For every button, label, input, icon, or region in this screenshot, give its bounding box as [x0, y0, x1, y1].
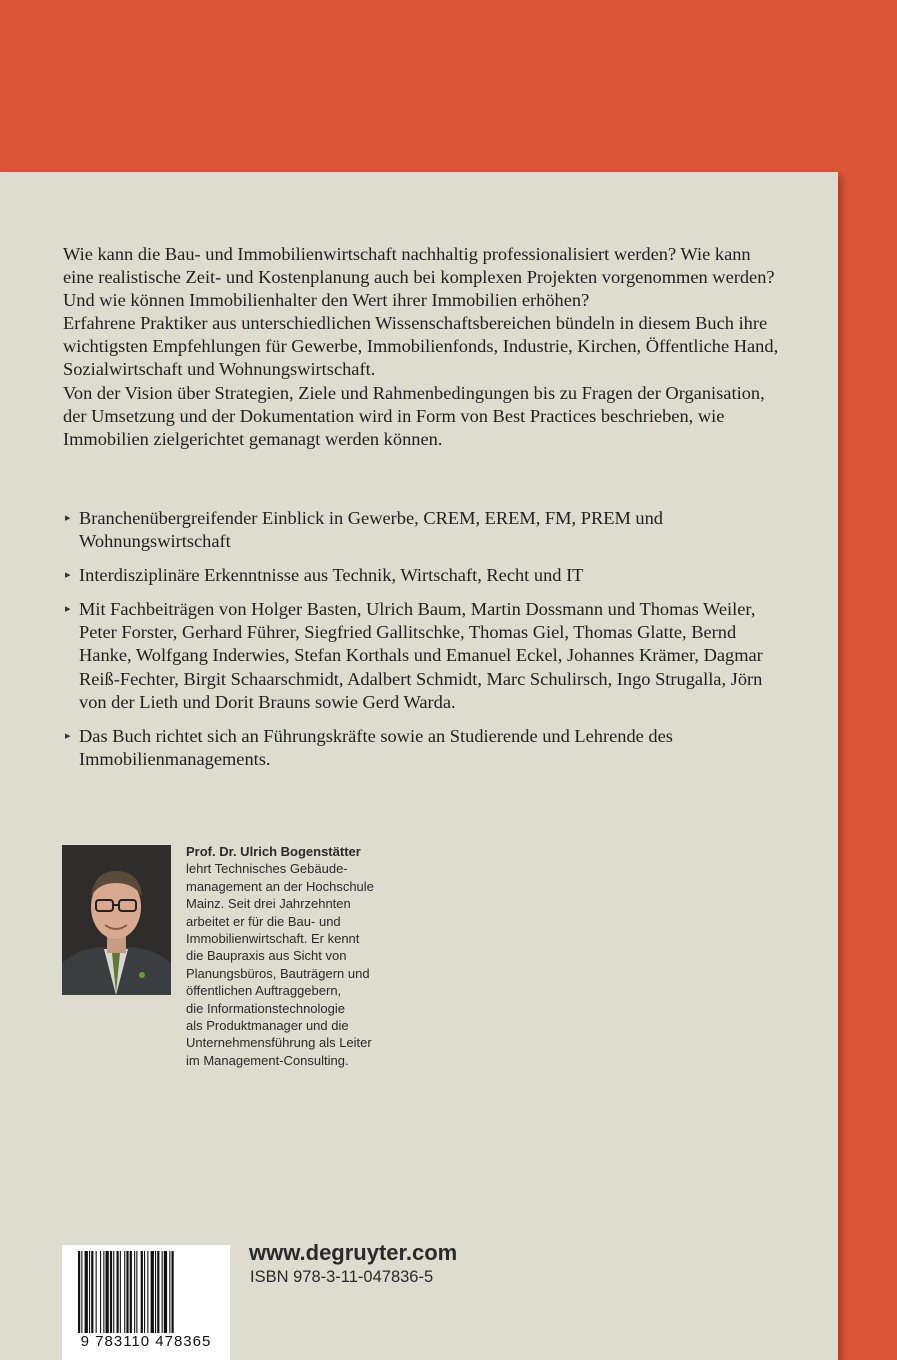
bio-line: management an der Hochschule — [186, 878, 374, 894]
intro-text — [63, 243, 783, 451]
triangle-bullet-icon: ▸ — [65, 512, 71, 524]
intro-paragraph: Wie kann die Bau- und Immobilienwirtschaft nachhaltig professionalisiert werden? Wie kann eine realistische Zeit- und Kostenplanung auch bei komplexen Projekten vorgenommen werden? Und wie können Immobilienhalter den Wert ihrer Immobilien erhöhen? — [63, 244, 775, 311]
bio-line: lehrt Technisches Gebäude- — [186, 861, 348, 877]
author-bio — [186, 843, 416, 1069]
list-item-text: Das Buch richtet sich an Führungskräfte sowie an Studierende und Lehrende des Immobilienmanagements. — [79, 725, 673, 769]
bio-line: Mainz. Seit drei Jahrzehnten — [186, 896, 351, 912]
feature-list — [63, 507, 783, 782]
list-item — [63, 564, 783, 587]
intro-paragraph: Von der Vision über Strategien, Ziele und Rahmenbedingungen bis zu Fragen der Organisation, der Umsetzung und der Dokumentation wird in Form von Best Practices beschrieben, wie Immobilien zielgerichtet gemanagt werden können. — [63, 382, 765, 449]
isbn-text: ISBN 978-3-11-047836-5 — [250, 1268, 434, 1286]
list-item — [63, 725, 783, 771]
author-photo — [62, 845, 171, 995]
barcode-number: 9 783110 478365 — [80, 1333, 212, 1350]
isbn-barcode — [62, 1245, 230, 1360]
barcode-bars — [78, 1251, 214, 1335]
list-item — [63, 598, 783, 713]
bio-line: öffentlichen Auftraggebern, — [186, 983, 342, 999]
bio-line: Planungsbüros, Bauträgern und — [186, 965, 370, 981]
list-item — [63, 507, 783, 553]
intro-paragraph: Erfahrene Praktiker aus unterschiedlichen Wissenschaftsbereichen bündeln in diesem Buch ihre wichtigsten Empfehlungen für Gewerbe, Immobilienfonds, Industrie, Kirchen, Öffentliche Hand, Sozialwirtschaft und Wohnungswirtschaft. — [63, 313, 779, 380]
publisher-website: www.degruyter.com — [249, 1240, 458, 1265]
bio-line: Unternehmensführung als Leiter — [186, 1035, 372, 1051]
triangle-bullet-icon: ▸ — [65, 569, 71, 582]
bio-line: arbeitet er für die Bau- und — [186, 913, 341, 929]
bio-line: im Management-Consulting. — [186, 1052, 349, 1068]
list-item-text: Interdisziplinäre Erkenntnisse aus Technik, Wirtschaft, Recht und IT — [79, 565, 584, 586]
list-item-text: Branchenübergreifender Einblick in Gewerbe, CREM, EREM, FM, PREM und Wohnungswirtschaft — [79, 508, 663, 552]
bio-line: die Baupraxis aus Sicht von — [186, 948, 347, 964]
list-item-text: Mit Fachbeiträgen von Holger Basten, Ulrich Baum, Martin Dossmann und Thomas Weiler, Peter Forster, Gerhard Führer, Siegfried Gallitschke, Thomas Giel, Thomas Glatte, Bernd Hanke, Wolfgang Inderwies, Stefan Korthals und Emanuel Eckel, Johannes Krämer, Dagmar Reiß-Fechter, Birgit Schaarschmidt, Adalbert Schmidt, Marc Schulirsch, Ingo Strugalla, Jörn von der Lieth und Dorit Brauns sowie Gerd Warda. — [79, 599, 763, 712]
author-name: Prof. Dr. Ulrich Bogenstätter — [186, 844, 361, 859]
bio-line: die Informationstechnologie — [186, 1000, 345, 1016]
triangle-bullet-icon: ▸ — [65, 603, 71, 616]
bio-line: Immobilienwirtschaft. Er kennt — [186, 931, 360, 947]
triangle-bullet-icon: ▸ — [65, 729, 71, 742]
bio-line: als Produktmanager und die — [186, 1018, 349, 1034]
